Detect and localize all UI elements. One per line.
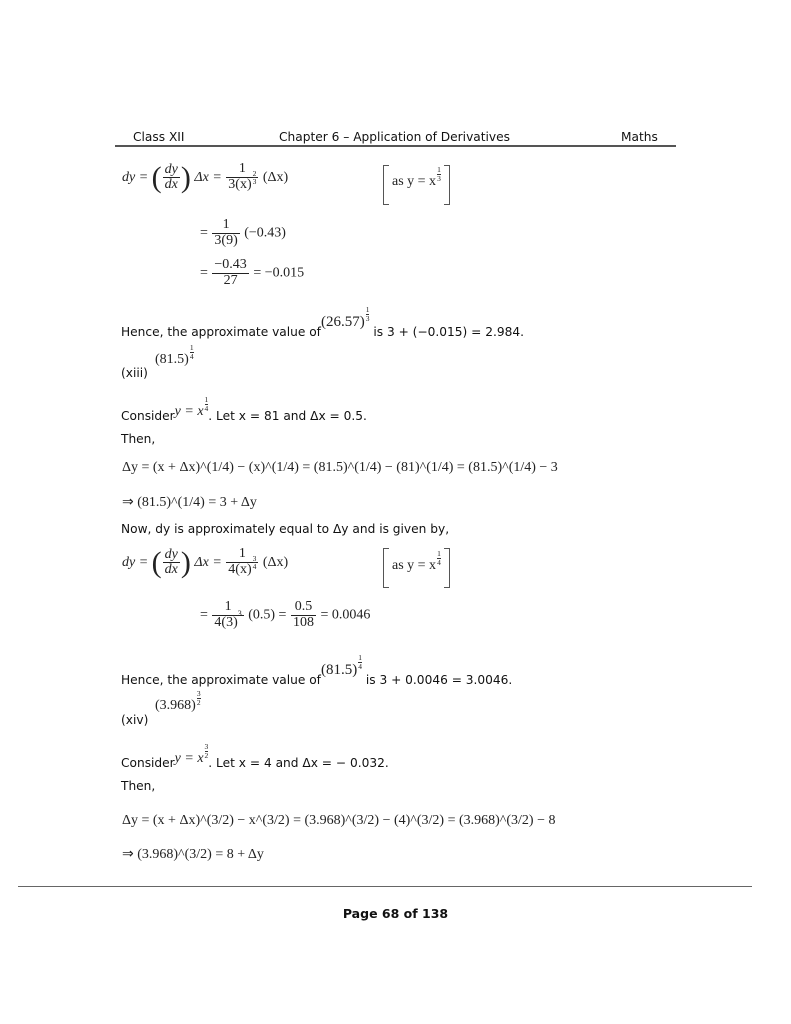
right-bracket (444, 548, 450, 588)
delta-y-equation-xiii: Δy = (x + Δx)^(1/4) − (x)^(1/4) = (81.5)^(1/4) − (81)^(1/4) = (81.5)^(1/4) − 3 (122, 460, 558, 475)
fraction-numerator: 1 (226, 162, 258, 178)
note-as-y-equals-xiii: as y = x $\frac{1}{4}$ (392, 549, 441, 573)
now-statement: Now, dy is approximately equal to Δy and is given by, (121, 522, 450, 536)
consider-xiv: Considery = x $\frac{3}{2}$ . Let x = 4 and Δx = − 0.032. (121, 742, 389, 770)
right-bracket (444, 165, 450, 205)
left-bracket (383, 548, 389, 588)
part-label-xiv: (xiv) (121, 713, 149, 727)
header-chapter-title: Chapter 6 – Application of Derivatives (279, 130, 510, 144)
conclusion-xiii: Hence, the approximate value of(81.5) $\frac{1}{4}$ is 3 + 0.0046 = 3.0046. (121, 653, 513, 687)
conclusion-xii: Hence, the approximate value of(26.57) $\frac{1}{3}$ is 3 + (−0.015) = 2.984. (121, 305, 525, 339)
note-as-y-equals: as y = x $\frac{1}{3}$ (392, 165, 441, 189)
then-xiii: Then, (121, 432, 156, 446)
footer-divider (18, 886, 752, 887)
part-expression-xiii: (81.5) $\frac{1}{4}$ (155, 343, 194, 367)
header-subject: Maths (621, 130, 658, 144)
implies-equation-xiv: ⇒ (3.968)^(3/2) = 8 + Δy (122, 847, 264, 862)
part-expression-xiv: (3.968) $\frac{3}{2}$ (155, 689, 201, 713)
header-divider (115, 145, 676, 147)
delta-x: Δx = (194, 170, 222, 186)
delta-x-factor: (Δx) (262, 170, 289, 186)
dy-lhs: dy = (122, 170, 149, 186)
equation-step-2: = $\frac{1}{3(9)}$ (−0.43) (200, 217, 286, 248)
header-class: Class XII (133, 130, 185, 144)
page-number: Page 68 of 138 (342, 906, 449, 921)
delta-y-equation-xiv: Δy = (x + Δx)^(3/2) − x^(3/2) = (3.968)^(3/2) − (4)^(3/2) = (3.968)^(3/2) − 8 (122, 813, 556, 828)
dy-numerator: dy (164, 161, 178, 177)
equation-dy-fourthroot: dy = ( $\frac{dy}{dx}$ ) Δx = 1 4(x) $\frac{3}{4}$ (Δx) (122, 545, 289, 579)
implies-equation-xiii: ⇒ (81.5)^(1/4) = 3 + Δy (122, 495, 257, 510)
then-xiv: Then, (121, 779, 156, 793)
consider-xiii: Considery = x $\frac{1}{4}$ . Let x = 81 and Δx = 0.5. (121, 395, 367, 423)
fraction-denominator: 3(x) (228, 176, 252, 192)
left-bracket (383, 165, 389, 205)
exponent: $\frac{2}{3}$ (252, 168, 257, 187)
equation-dy-cuberoot: dy = ( $\frac{dy}{dx}$ ) Δx = 1 3(x) $\frac{2}{3}$ (Δx) (122, 160, 289, 194)
dx-denominator: dx (164, 177, 178, 193)
equation-step-2-xiii: = $\frac{1}{4(3)^3}$ (0.5) = $\frac{0.5}{108}$ = 0.0046 (200, 599, 371, 630)
equation-step-3: = $\frac{-0.43}{27}$ = −0.015 (200, 257, 305, 288)
part-label-xiii: (xiii) (121, 366, 148, 380)
